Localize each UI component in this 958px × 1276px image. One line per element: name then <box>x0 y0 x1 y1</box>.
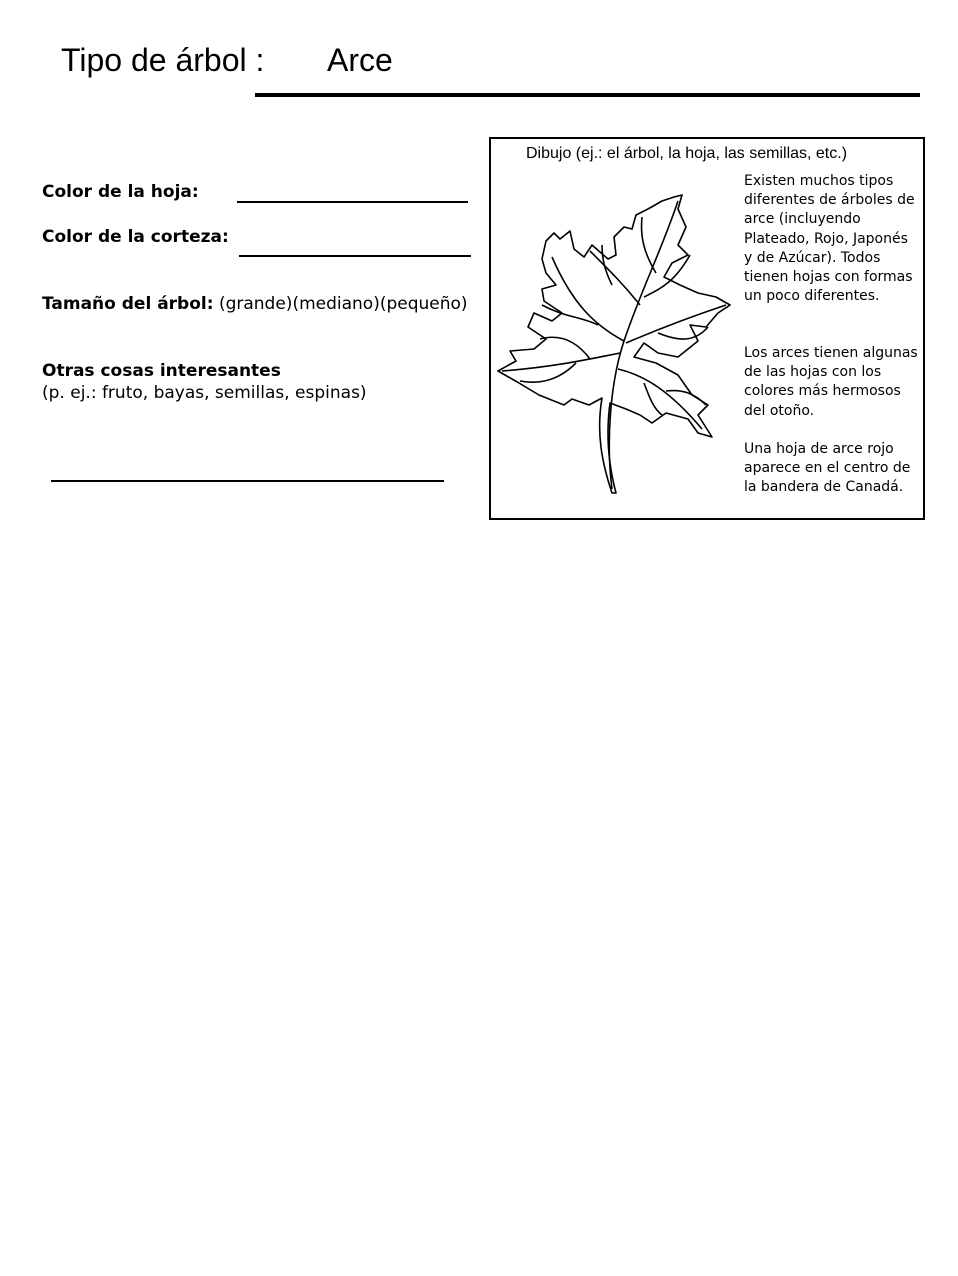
info-paragraph-3: Una hoja de arce rojo aparece en el centro de la bandera de Canadá. <box>744 441 911 496</box>
info-paragraph-1: Existen muchos tipos diferentes de árboles de arce (incluyendo Plateado, Rojo, Japonés y de Azúcar). Todos tienen hojas con formas un poco diferentes. <box>744 173 915 305</box>
maple-leaf-illustration <box>494 193 744 498</box>
tree-size-row <box>42 294 468 314</box>
leaf-color-label: Color de la hoja: <box>42 182 199 202</box>
other-things-blank[interactable] <box>51 480 444 482</box>
bark-color-blank[interactable] <box>239 255 471 257</box>
other-things-label: Otras cosas interesantes <box>42 361 281 381</box>
info-paragraph-2: Los arces tienen algunas de las hojas con los colores más hermosos del otoño. <box>744 345 918 419</box>
tree-size-options[interactable]: (grande)(mediano)(pequeño) <box>218 294 468 314</box>
tree-size-label: Tamaño del árbol: <box>42 294 214 314</box>
leaf-color-blank[interactable] <box>237 201 468 203</box>
drawing-box-heading: Dibujo (ej.: el árbol, la hoja, las semillas, etc.) <box>526 145 848 162</box>
other-things-hint: (p. ej.: fruto, bayas, semillas, espinas) <box>42 383 367 403</box>
page-title-value: Arce <box>327 42 393 78</box>
page-title-label: Tipo de árbol : <box>61 42 265 78</box>
title-underline <box>255 93 920 97</box>
bark-color-label: Color de la corteza: <box>42 227 229 247</box>
